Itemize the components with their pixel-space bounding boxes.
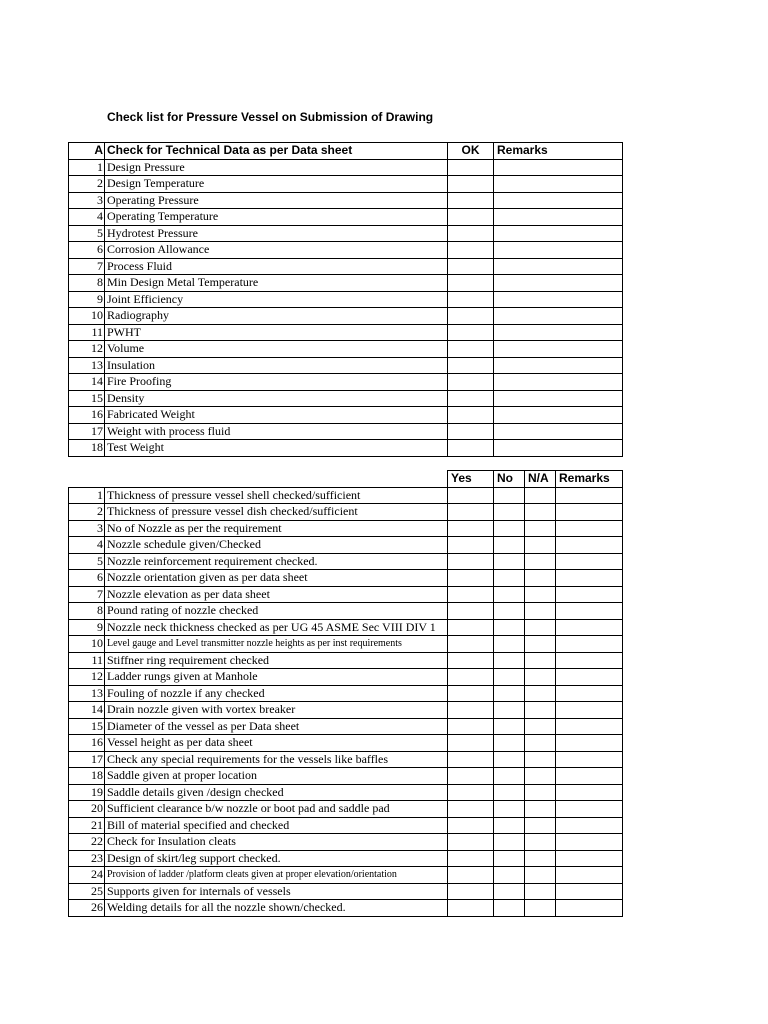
ok-cell[interactable] [448, 242, 494, 259]
row-number: 9 [69, 291, 105, 308]
yes-cell[interactable] [448, 619, 494, 636]
remarks-cell[interactable] [556, 636, 623, 653]
ok-cell[interactable] [448, 440, 494, 457]
no-cell[interactable] [494, 718, 525, 735]
row-number: 19 [69, 784, 105, 801]
yes-cell[interactable] [448, 570, 494, 587]
check-item-text: Fouling of nozzle if any checked [105, 685, 448, 702]
remarks-cell[interactable] [556, 817, 623, 834]
section-header: Check for Technical Data as per Data sheet [105, 143, 448, 160]
check-item-text: Sufficient clearance b/w nozzle or boot pad and saddle pad [105, 801, 448, 818]
na-cell[interactable] [525, 520, 556, 537]
row-number: 2 [69, 504, 105, 521]
row-number: 2 [69, 176, 105, 193]
ok-cell[interactable] [448, 176, 494, 193]
yes-cell[interactable] [448, 487, 494, 504]
ok-cell[interactable] [448, 308, 494, 325]
na-cell[interactable] [525, 570, 556, 587]
table-row [69, 867, 623, 884]
check-item-text: Design Temperature [105, 176, 448, 193]
check-item-text: Fabricated Weight [105, 407, 448, 424]
remarks-cell[interactable] [556, 718, 623, 735]
check-item-text: PWHT [105, 324, 448, 341]
check-item-text: Density [105, 390, 448, 407]
no-cell[interactable] [494, 603, 525, 620]
remarks-cell[interactable] [494, 159, 623, 176]
no-cell[interactable] [494, 850, 525, 867]
row-number: 24 [69, 867, 105, 884]
row-number: 14 [69, 374, 105, 391]
na-cell[interactable] [525, 850, 556, 867]
no-cell[interactable] [494, 669, 525, 686]
table-row [69, 291, 623, 308]
row-number: 3 [69, 192, 105, 209]
check-item-text: Process Fluid [105, 258, 448, 275]
remarks-cell[interactable] [556, 685, 623, 702]
yes-cell[interactable] [448, 817, 494, 834]
check-item-text: Thickness of pressure vessel dish checked/sufficient [105, 504, 448, 521]
table-row [69, 801, 623, 818]
yes-cell[interactable] [448, 735, 494, 752]
check-item-text: Radiography [105, 308, 448, 325]
na-cell[interactable] [525, 883, 556, 900]
table-row [69, 520, 623, 537]
table-row [69, 374, 623, 391]
check-item-text: Nozzle reinforcement requirement checked. [105, 553, 448, 570]
table-row [69, 504, 623, 521]
na-cell[interactable] [525, 487, 556, 504]
check-item-text: Thickness of pressure vessel shell checked/sufficient [105, 487, 448, 504]
remarks-cell[interactable] [494, 324, 623, 341]
check-item-text: Corrosion Allowance [105, 242, 448, 259]
drawing-checks-table [68, 470, 623, 917]
remarks-cell[interactable] [556, 867, 623, 884]
table-row [69, 275, 623, 292]
na-cell[interactable] [525, 702, 556, 719]
remarks-cell[interactable] [556, 784, 623, 801]
table-row [69, 834, 623, 851]
remarks-cell[interactable] [556, 603, 623, 620]
no-cell[interactable] [494, 636, 525, 653]
row-number: 12 [69, 341, 105, 358]
check-item-text: Design of skirt/leg support checked. [105, 850, 448, 867]
check-item-text: Drain nozzle given with vortex breaker [105, 702, 448, 719]
na-cell[interactable] [525, 768, 556, 785]
remarks-cell[interactable] [556, 735, 623, 752]
check-item-text: Ladder rungs given at Manhole [105, 669, 448, 686]
table-row [69, 570, 623, 587]
ok-cell[interactable] [448, 291, 494, 308]
table-row [69, 537, 623, 554]
remarks-cell[interactable] [556, 570, 623, 587]
no-cell[interactable] [494, 619, 525, 636]
table-row [69, 883, 623, 900]
remarks-cell[interactable] [494, 209, 623, 226]
no-cell[interactable] [494, 537, 525, 554]
table-row [69, 357, 623, 374]
row-number: 17 [69, 751, 105, 768]
remarks-cell[interactable] [494, 192, 623, 209]
row-number: 13 [69, 685, 105, 702]
row-number: 15 [69, 718, 105, 735]
na-cell[interactable] [525, 685, 556, 702]
check-item-text: Supports given for internals of vessels [105, 883, 448, 900]
row-number: 9 [69, 619, 105, 636]
remarks-cell[interactable] [494, 242, 623, 259]
row-number: 11 [69, 652, 105, 669]
no-cell[interactable] [494, 817, 525, 834]
remarks-cell[interactable] [556, 834, 623, 851]
row-number: 8 [69, 275, 105, 292]
table-row [69, 324, 623, 341]
check-item-text: Provision of ladder /platform cleats given at proper elevation/orientation [105, 867, 448, 884]
check-item-text: Design Pressure [105, 159, 448, 176]
na-cell[interactable] [525, 652, 556, 669]
table-row [69, 850, 623, 867]
no-cell[interactable] [494, 652, 525, 669]
na-cell[interactable] [525, 784, 556, 801]
table-row [69, 390, 623, 407]
na-cell[interactable] [525, 834, 556, 851]
yes-cell[interactable] [448, 900, 494, 917]
row-number: 4 [69, 209, 105, 226]
na-cell[interactable] [525, 867, 556, 884]
check-item-text: Stiffner ring requirement checked [105, 652, 448, 669]
remarks-cell[interactable] [556, 586, 623, 603]
no-cell[interactable] [494, 867, 525, 884]
table-row [69, 768, 623, 785]
no-cell[interactable] [494, 487, 525, 504]
remarks-cell[interactable] [556, 537, 623, 554]
table-row [69, 619, 623, 636]
yes-header: Yes [448, 471, 494, 488]
no-cell[interactable] [494, 801, 525, 818]
row-number: 6 [69, 570, 105, 587]
table-row [69, 784, 623, 801]
table-row [69, 702, 623, 719]
na-cell[interactable] [525, 669, 556, 686]
table-row [69, 669, 623, 686]
na-cell[interactable] [525, 751, 556, 768]
row-number: 20 [69, 801, 105, 818]
no-cell[interactable] [494, 570, 525, 587]
na-cell[interactable] [525, 718, 556, 735]
header-spacer [69, 471, 105, 488]
row-number: 11 [69, 324, 105, 341]
ok-cell[interactable] [448, 275, 494, 292]
check-item-text: Fire Proofing [105, 374, 448, 391]
check-item-text: Weight with process fluid [105, 423, 448, 440]
check-item-text: Joint Efficiency [105, 291, 448, 308]
remarks-cell[interactable] [556, 669, 623, 686]
remarks-cell[interactable] [556, 520, 623, 537]
remarks-cell[interactable] [494, 390, 623, 407]
table-row [69, 407, 623, 424]
yes-cell[interactable] [448, 751, 494, 768]
yes-cell[interactable] [448, 504, 494, 521]
check-item-text: Bill of material specified and checked [105, 817, 448, 834]
check-item-text: Check any special requirements for the vessels like baffles [105, 751, 448, 768]
ok-cell[interactable] [448, 341, 494, 358]
table-row [69, 718, 623, 735]
no-cell[interactable] [494, 586, 525, 603]
table-header-row [69, 143, 623, 160]
row-number: 18 [69, 768, 105, 785]
check-item-text: Operating Temperature [105, 209, 448, 226]
ok-cell[interactable] [448, 209, 494, 226]
table-row [69, 652, 623, 669]
check-item-text: Diameter of the vessel as per Data sheet [105, 718, 448, 735]
table-row [69, 209, 623, 226]
check-item-text: Operating Pressure [105, 192, 448, 209]
row-number: 3 [69, 520, 105, 537]
remarks-cell[interactable] [556, 850, 623, 867]
na-cell[interactable] [525, 553, 556, 570]
table-row [69, 192, 623, 209]
no-cell[interactable] [494, 553, 525, 570]
check-item-text: Welding details for all the nozzle shown/checked. [105, 900, 448, 917]
no-cell[interactable] [494, 504, 525, 521]
yes-cell[interactable] [448, 520, 494, 537]
header-spacer [105, 471, 448, 488]
table-row [69, 440, 623, 457]
yes-cell[interactable] [448, 553, 494, 570]
yes-cell[interactable] [448, 784, 494, 801]
row-number: 16 [69, 407, 105, 424]
remarks-cell[interactable] [494, 407, 623, 424]
row-number: 8 [69, 603, 105, 620]
row-number: 26 [69, 900, 105, 917]
ok-cell[interactable] [448, 423, 494, 440]
check-item-text: Pound rating of nozzle checked [105, 603, 448, 620]
no-cell[interactable] [494, 883, 525, 900]
row-number: 1 [69, 487, 105, 504]
row-number: 4 [69, 537, 105, 554]
row-number: 10 [69, 636, 105, 653]
yes-cell[interactable] [448, 652, 494, 669]
yes-cell[interactable] [448, 801, 494, 818]
no-cell[interactable] [494, 900, 525, 917]
no-cell[interactable] [494, 702, 525, 719]
ok-cell[interactable] [448, 390, 494, 407]
no-cell[interactable] [494, 520, 525, 537]
check-item-text: Test Weight [105, 440, 448, 457]
na-cell[interactable] [525, 603, 556, 620]
row-number: 6 [69, 242, 105, 259]
remarks-cell[interactable] [556, 487, 623, 504]
no-cell[interactable] [494, 735, 525, 752]
yes-cell[interactable] [448, 768, 494, 785]
row-number: 5 [69, 553, 105, 570]
check-item-text: Volume [105, 341, 448, 358]
remarks-cell[interactable] [494, 225, 623, 242]
yes-cell[interactable] [448, 702, 494, 719]
ok-cell[interactable] [448, 357, 494, 374]
na-cell[interactable] [525, 817, 556, 834]
na-cell[interactable] [525, 900, 556, 917]
remarks-cell[interactable] [494, 341, 623, 358]
table-row [69, 685, 623, 702]
table-row [69, 553, 623, 570]
row-number: 21 [69, 817, 105, 834]
ok-cell[interactable] [448, 192, 494, 209]
yes-cell[interactable] [448, 718, 494, 735]
remarks-cell[interactable] [556, 900, 623, 917]
check-item-text: Vessel height as per data sheet [105, 735, 448, 752]
yes-cell[interactable] [448, 603, 494, 620]
remarks-cell[interactable] [556, 883, 623, 900]
remarks-cell[interactable] [494, 423, 623, 440]
table-header-row [69, 471, 623, 488]
check-item-text: Nozzle schedule given/Checked [105, 537, 448, 554]
check-item-text: No of Nozzle as per the requirement [105, 520, 448, 537]
yes-cell[interactable] [448, 834, 494, 851]
no-cell[interactable] [494, 834, 525, 851]
check-item-text: Saddle given at proper location [105, 768, 448, 785]
table-row [69, 423, 623, 440]
section-label: A [69, 143, 105, 160]
remarks-cell[interactable] [556, 702, 623, 719]
table-row [69, 900, 623, 917]
yes-cell[interactable] [448, 850, 494, 867]
table-row [69, 242, 623, 259]
row-number: 16 [69, 735, 105, 752]
row-number: 25 [69, 883, 105, 900]
remarks-cell[interactable] [556, 768, 623, 785]
row-number: 1 [69, 159, 105, 176]
row-number: 15 [69, 390, 105, 407]
na-cell[interactable] [525, 504, 556, 521]
row-number: 18 [69, 440, 105, 457]
remarks-cell[interactable] [494, 275, 623, 292]
remarks-cell[interactable] [556, 801, 623, 818]
row-number: 22 [69, 834, 105, 851]
na-cell[interactable] [525, 636, 556, 653]
remarks-cell[interactable] [556, 619, 623, 636]
technical-data-table [68, 142, 623, 457]
remarks-cell[interactable] [556, 751, 623, 768]
yes-cell[interactable] [448, 685, 494, 702]
document-title: Check list for Pressure Vessel on Submission of Drawing [107, 110, 434, 124]
table-row [69, 735, 623, 752]
remarks-cell[interactable] [556, 504, 623, 521]
remarks-header: Remarks [494, 143, 623, 160]
remarks-cell[interactable] [494, 176, 623, 193]
remarks-cell[interactable] [556, 553, 623, 570]
row-number: 7 [69, 586, 105, 603]
na-cell[interactable] [525, 735, 556, 752]
ok-cell[interactable] [448, 258, 494, 275]
row-number: 14 [69, 702, 105, 719]
table-row [69, 258, 623, 275]
ok-cell[interactable] [448, 324, 494, 341]
remarks-cell[interactable] [494, 374, 623, 391]
table-row [69, 751, 623, 768]
yes-cell[interactable] [448, 669, 494, 686]
table-row [69, 603, 623, 620]
row-number: 7 [69, 258, 105, 275]
check-item-text: Hydrotest Pressure [105, 225, 448, 242]
check-item-text: Nozzle orientation given as per data sheet [105, 570, 448, 587]
check-item-text: Saddle details given /design checked [105, 784, 448, 801]
ok-cell[interactable] [448, 407, 494, 424]
no-cell[interactable] [494, 751, 525, 768]
table-row [69, 817, 623, 834]
row-number: 10 [69, 308, 105, 325]
ok-cell[interactable] [448, 374, 494, 391]
yes-cell[interactable] [448, 586, 494, 603]
check-item-text: Level gauge and Level transmitter nozzle heights as per inst requirements [105, 636, 448, 653]
check-item-text: Min Design Metal Temperature [105, 275, 448, 292]
row-number: 13 [69, 357, 105, 374]
na-cell[interactable] [525, 619, 556, 636]
check-item-text: Check for Insulation cleats [105, 834, 448, 851]
ok-cell[interactable] [448, 159, 494, 176]
no-header: No [494, 471, 525, 488]
ok-cell[interactable] [448, 225, 494, 242]
row-number: 23 [69, 850, 105, 867]
na-header: N/A [525, 471, 556, 488]
row-number: 17 [69, 423, 105, 440]
no-cell[interactable] [494, 685, 525, 702]
remarks-cell[interactable] [494, 308, 623, 325]
table-row [69, 586, 623, 603]
ok-header: OK [448, 143, 494, 160]
row-number: 12 [69, 669, 105, 686]
yes-cell[interactable] [448, 883, 494, 900]
table-row [69, 159, 623, 176]
remarks-cell[interactable] [556, 652, 623, 669]
na-cell[interactable] [525, 537, 556, 554]
remarks-cell[interactable] [494, 258, 623, 275]
table-row [69, 487, 623, 504]
check-item-text: Insulation [105, 357, 448, 374]
na-cell[interactable] [525, 586, 556, 603]
no-cell[interactable] [494, 768, 525, 785]
remarks-header: Remarks [556, 471, 623, 488]
check-item-text: Nozzle neck thickness checked as per UG 45 ASME Sec VIII DIV 1 [105, 619, 448, 636]
no-cell[interactable] [494, 784, 525, 801]
table-row [69, 176, 623, 193]
yes-cell[interactable] [448, 867, 494, 884]
row-number: 5 [69, 225, 105, 242]
yes-cell[interactable] [448, 636, 494, 653]
na-cell[interactable] [525, 801, 556, 818]
table-row [69, 341, 623, 358]
table-row [69, 636, 623, 653]
yes-cell[interactable] [448, 537, 494, 554]
check-item-text: Nozzle elevation as per data sheet [105, 586, 448, 603]
table-row [69, 308, 623, 325]
remarks-cell[interactable] [494, 291, 623, 308]
remarks-cell[interactable] [494, 440, 623, 457]
table-row [69, 225, 623, 242]
remarks-cell[interactable] [494, 357, 623, 374]
